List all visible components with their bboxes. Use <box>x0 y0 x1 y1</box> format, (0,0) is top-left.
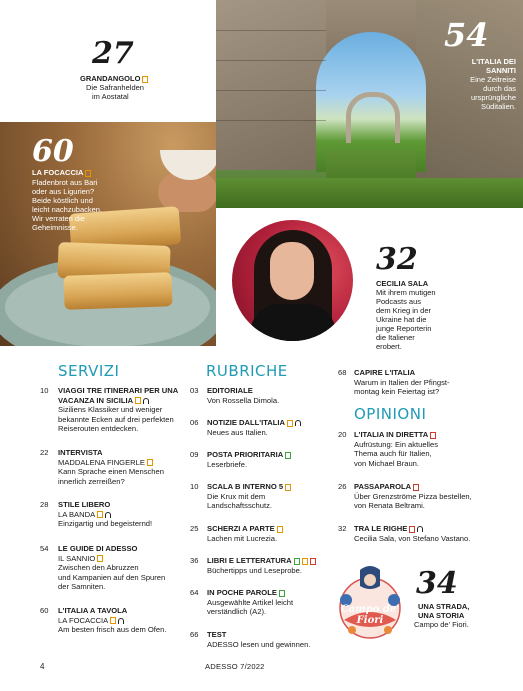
entry-text: Leserbriefe. <box>207 459 248 469</box>
entry-heading: TEST <box>207 630 227 639</box>
logo-graphic <box>330 560 410 644</box>
entry-text: Über Grenzströme Pizza bestellen, <box>354 491 472 501</box>
list-item[interactable] <box>338 482 508 511</box>
feature-27-number: 27 <box>92 36 134 71</box>
entry-heading-text: TRA LE RIGHE <box>354 524 408 533</box>
audio-icon <box>295 420 301 426</box>
focaccia-photo <box>0 122 216 346</box>
level-icon <box>97 511 103 518</box>
audio-icon <box>143 398 149 404</box>
wall-left <box>216 0 326 170</box>
logo-text: Campo de' Fiori <box>340 604 400 626</box>
page-number: 32 <box>338 524 347 533</box>
level-icon <box>310 558 316 565</box>
entry-subheading <box>58 554 200 564</box>
caption-line: dem Krieg in der <box>376 306 432 315</box>
caption-line: Ukraine hat die <box>376 315 427 324</box>
feature-60-tag-text: LA FOCACCIA <box>32 168 84 177</box>
entry-heading <box>207 450 330 460</box>
entry-text: Am besten frisch aus dem Ofen. <box>58 625 167 635</box>
page-number: 25 <box>190 524 199 533</box>
stone-line <box>216 90 326 91</box>
level-icon <box>147 459 153 466</box>
entry-subheading-text: LA BANDA <box>58 509 96 519</box>
entry-heading-text: VACANZA IN SICILIA <box>58 395 134 405</box>
stone-line <box>216 120 326 121</box>
entry-text: Cecilia Sala, von Stefano Vastano. <box>354 533 471 543</box>
page-number: 54 <box>40 544 49 553</box>
entry-heading <box>207 588 330 598</box>
page-number: 28 <box>40 500 49 509</box>
feature-34-tag <box>418 602 469 620</box>
list-item[interactable] <box>190 386 330 405</box>
entry-text: bekannte Ecken auf drei perfekten <box>58 414 174 424</box>
entry-heading <box>354 482 508 492</box>
stone-line <box>216 30 326 31</box>
entry-text: Landschaftsschutz. <box>207 501 273 511</box>
tag-line: SANNITI <box>486 66 516 75</box>
entry-heading-text: NOTIZIE DALL'ITALIA <box>207 418 286 427</box>
page-number: 36 <box>190 556 199 565</box>
caption-line: Beide köstlich und <box>32 196 93 205</box>
entry-heading: INTERVISTA <box>58 448 103 457</box>
entry-text: der Samniten. <box>58 582 106 592</box>
entry-text: Kann Sprache einen Menschen <box>58 467 164 477</box>
feature-54-tag <box>446 57 516 75</box>
level-icon <box>285 452 291 459</box>
entry-subheading-text: IL SANNIO <box>58 553 96 563</box>
page-number-footer: 4 <box>40 662 45 671</box>
caption-line: erobert. <box>376 342 402 351</box>
entry-heading <box>354 430 508 440</box>
entry-heading-text: SCALA B INTERNO 5 <box>207 482 284 491</box>
page-number: 22 <box>40 448 49 457</box>
entry-text: Lachen mit Lucrezia. <box>207 533 278 543</box>
caption-line: oder aus Ligurien? <box>32 187 95 196</box>
level-icon <box>287 420 293 427</box>
entry-heading <box>207 524 330 534</box>
level-icon <box>285 484 291 491</box>
feature-27-caption <box>86 83 144 101</box>
ruins-photo <box>216 0 523 208</box>
entry-text: Reiserouten entdecken. <box>58 424 139 434</box>
caption-line: Die Safranhelden <box>86 83 144 92</box>
page-number: 03 <box>190 386 199 395</box>
level-icon <box>294 558 300 565</box>
section-title-rubriche: RUBRICHE <box>206 362 288 380</box>
entry-heading-text: LIBRI E LETTERATURA <box>207 556 292 565</box>
level-icon <box>302 558 308 565</box>
entry-text: Siziliens Klassiker und weniger <box>58 405 163 415</box>
entry-subheading-text: LA FOCACCIA <box>58 615 109 625</box>
level-icon <box>135 397 141 404</box>
inner-arch <box>346 92 400 143</box>
list-item[interactable] <box>40 606 200 635</box>
entry-heading: EDITORIALE <box>207 386 253 395</box>
list-item[interactable] <box>190 630 330 649</box>
entry-subheading <box>58 616 200 626</box>
tag-line: L'ITALIA DEI <box>471 57 516 66</box>
page-number: 60 <box>40 606 49 615</box>
audio-icon <box>105 512 111 518</box>
caption-line: Fladenbrot aus Bari <box>32 178 98 187</box>
audio-icon <box>417 526 423 532</box>
list-item[interactable] <box>40 386 200 434</box>
feature-32-tag: CECILIA SALA <box>376 279 429 288</box>
entry-text: verständlich (A2). <box>207 607 267 617</box>
issue-label: ADESSO 7/2022 <box>205 662 265 671</box>
campo-de-fiori-logo <box>330 560 410 644</box>
entry-text: Neues aus Italien. <box>207 427 268 437</box>
portrait-photo <box>232 220 353 341</box>
caption-line: Mit ihrem mutigen <box>376 288 436 297</box>
face <box>270 242 314 300</box>
caption-line: Podcasts aus <box>376 297 422 306</box>
shoulders <box>250 304 336 341</box>
entry-text: Büchertipps und Leseprobe. <box>207 565 302 575</box>
page-number: 10 <box>190 482 199 491</box>
caption-line: ursprüngliche <box>470 93 516 102</box>
level-icon <box>142 76 148 83</box>
list-item[interactable] <box>40 500 200 529</box>
entry-subheading <box>58 458 200 468</box>
caption-line: Wir verraten die <box>32 214 85 223</box>
audio-icon <box>118 618 124 624</box>
list-item[interactable] <box>40 544 200 592</box>
list-item[interactable] <box>190 418 330 437</box>
section-title-opinioni: OPINIONI <box>354 405 427 423</box>
feature-60-number: 60 <box>32 134 74 169</box>
entry-heading: STILE LIBERO <box>58 500 111 509</box>
entry-text: von Michael Braun. <box>354 458 420 468</box>
feature-60-tag <box>32 168 91 177</box>
page-number: 10 <box>40 386 49 395</box>
list-item[interactable] <box>190 588 330 617</box>
entry-heading-text: IN POCHE PAROLE <box>207 588 277 597</box>
entry-heading-text: L'ITALIA IN DIRETTA <box>354 430 429 439</box>
list-item[interactable] <box>338 430 508 468</box>
caption-line: die Italiener <box>376 333 415 342</box>
entry-heading-text: POSTA PRIORITARIA <box>207 450 284 459</box>
entry-heading: VIAGGI TRE ITINERARI PER UNA <box>58 386 179 395</box>
page-number: 26 <box>338 482 347 491</box>
page-number: 20 <box>338 430 347 439</box>
entry-text: Zwischen den Abruzzen <box>58 563 139 573</box>
entry-text: Einzigartig und begeisternd! <box>58 519 153 529</box>
caption-line: leicht nachzubacken. <box>32 205 103 214</box>
entry-text: und Kampanien auf den Spuren <box>58 572 166 582</box>
entry-heading: L'ITALIA A TAVOLA <box>58 606 128 615</box>
tag-line: UNA STRADA, <box>418 602 470 611</box>
feature-54-number: 54 <box>444 16 489 54</box>
entry-text: Aufrüstung: Ein aktuelles <box>354 439 439 449</box>
entry-text: Ausgewählte Artikel leicht <box>207 597 294 607</box>
feature-32-caption <box>376 288 436 351</box>
entry-text: montag kein Feiertag ist? <box>354 387 440 397</box>
feature-32-number: 32 <box>376 242 418 277</box>
stone-line <box>216 60 326 61</box>
entry-heading-text: SCHERZI A PARTE <box>207 524 275 533</box>
feature-27-tag-text: GRANDANGOLO <box>80 74 141 83</box>
list-item[interactable] <box>190 524 330 543</box>
entry-heading <box>207 418 330 428</box>
level-icon <box>277 526 283 533</box>
tag-line: UNA STORIA <box>418 611 465 620</box>
entry-text: Von Rossella Dimola. <box>207 395 280 405</box>
page-number: 06 <box>190 418 199 427</box>
page-number: 09 <box>190 450 199 459</box>
level-icon <box>110 617 116 624</box>
feature-34-number: 34 <box>416 566 458 601</box>
page-number: 66 <box>190 630 199 639</box>
grass <box>216 178 523 208</box>
section-title-servizi: SERVIZI <box>58 362 120 380</box>
entry-heading: LE GUIDE DI ADESSO <box>58 544 138 553</box>
caption-line: im Aostatal <box>92 92 129 101</box>
entry-text: ADESSO lesen und gewinnen. <box>207 639 311 649</box>
list-item[interactable] <box>190 556 330 575</box>
list-item[interactable] <box>190 450 330 469</box>
caption-line: Geheimnisse. <box>32 223 78 232</box>
level-icon <box>409 526 415 533</box>
entry-heading <box>354 524 508 534</box>
page-number: 64 <box>190 588 199 597</box>
feature-34-caption: Campo de' Fiori. <box>414 620 469 629</box>
entry-text: Warum in Italien der Pfingst- <box>354 377 450 387</box>
caption-line: Eine Zeitreise <box>470 75 516 84</box>
level-icon <box>430 432 436 439</box>
caption-line: durch das <box>483 84 516 93</box>
entry-heading: CAPIRE L'ITALIA <box>354 368 416 377</box>
level-icon <box>279 590 285 597</box>
entry-heading <box>207 482 330 492</box>
page-number: 68 <box>338 368 347 377</box>
level-icon <box>413 484 419 491</box>
entry-text: innerlich zerreißen? <box>58 476 125 486</box>
entry-heading-line2 <box>58 396 200 406</box>
entry-text: Thema auch für Italien, <box>354 449 432 459</box>
entry-subheading-text: MADDALENA FINGERLE <box>58 457 145 467</box>
feature-54-caption <box>442 75 516 111</box>
caption-line: Süditalien. <box>480 102 516 111</box>
level-icon <box>97 555 103 562</box>
list-item[interactable] <box>190 482 330 511</box>
list-item[interactable] <box>338 524 508 543</box>
bread-slice <box>63 272 172 310</box>
entry-heading-text: PASSAPAROLA <box>354 482 412 491</box>
entry-subheading <box>58 510 200 520</box>
entry-heading <box>207 556 330 566</box>
feature-60-caption <box>32 178 102 232</box>
caption-line: junge Reporterin <box>376 324 432 333</box>
entry-text: Die Krux mit dem <box>207 491 266 501</box>
feature-27-tag <box>80 74 148 83</box>
entry-text: von Renata Beltrami. <box>354 501 425 511</box>
list-item[interactable] <box>338 368 508 397</box>
list-item[interactable] <box>40 448 200 486</box>
level-icon <box>85 170 91 177</box>
